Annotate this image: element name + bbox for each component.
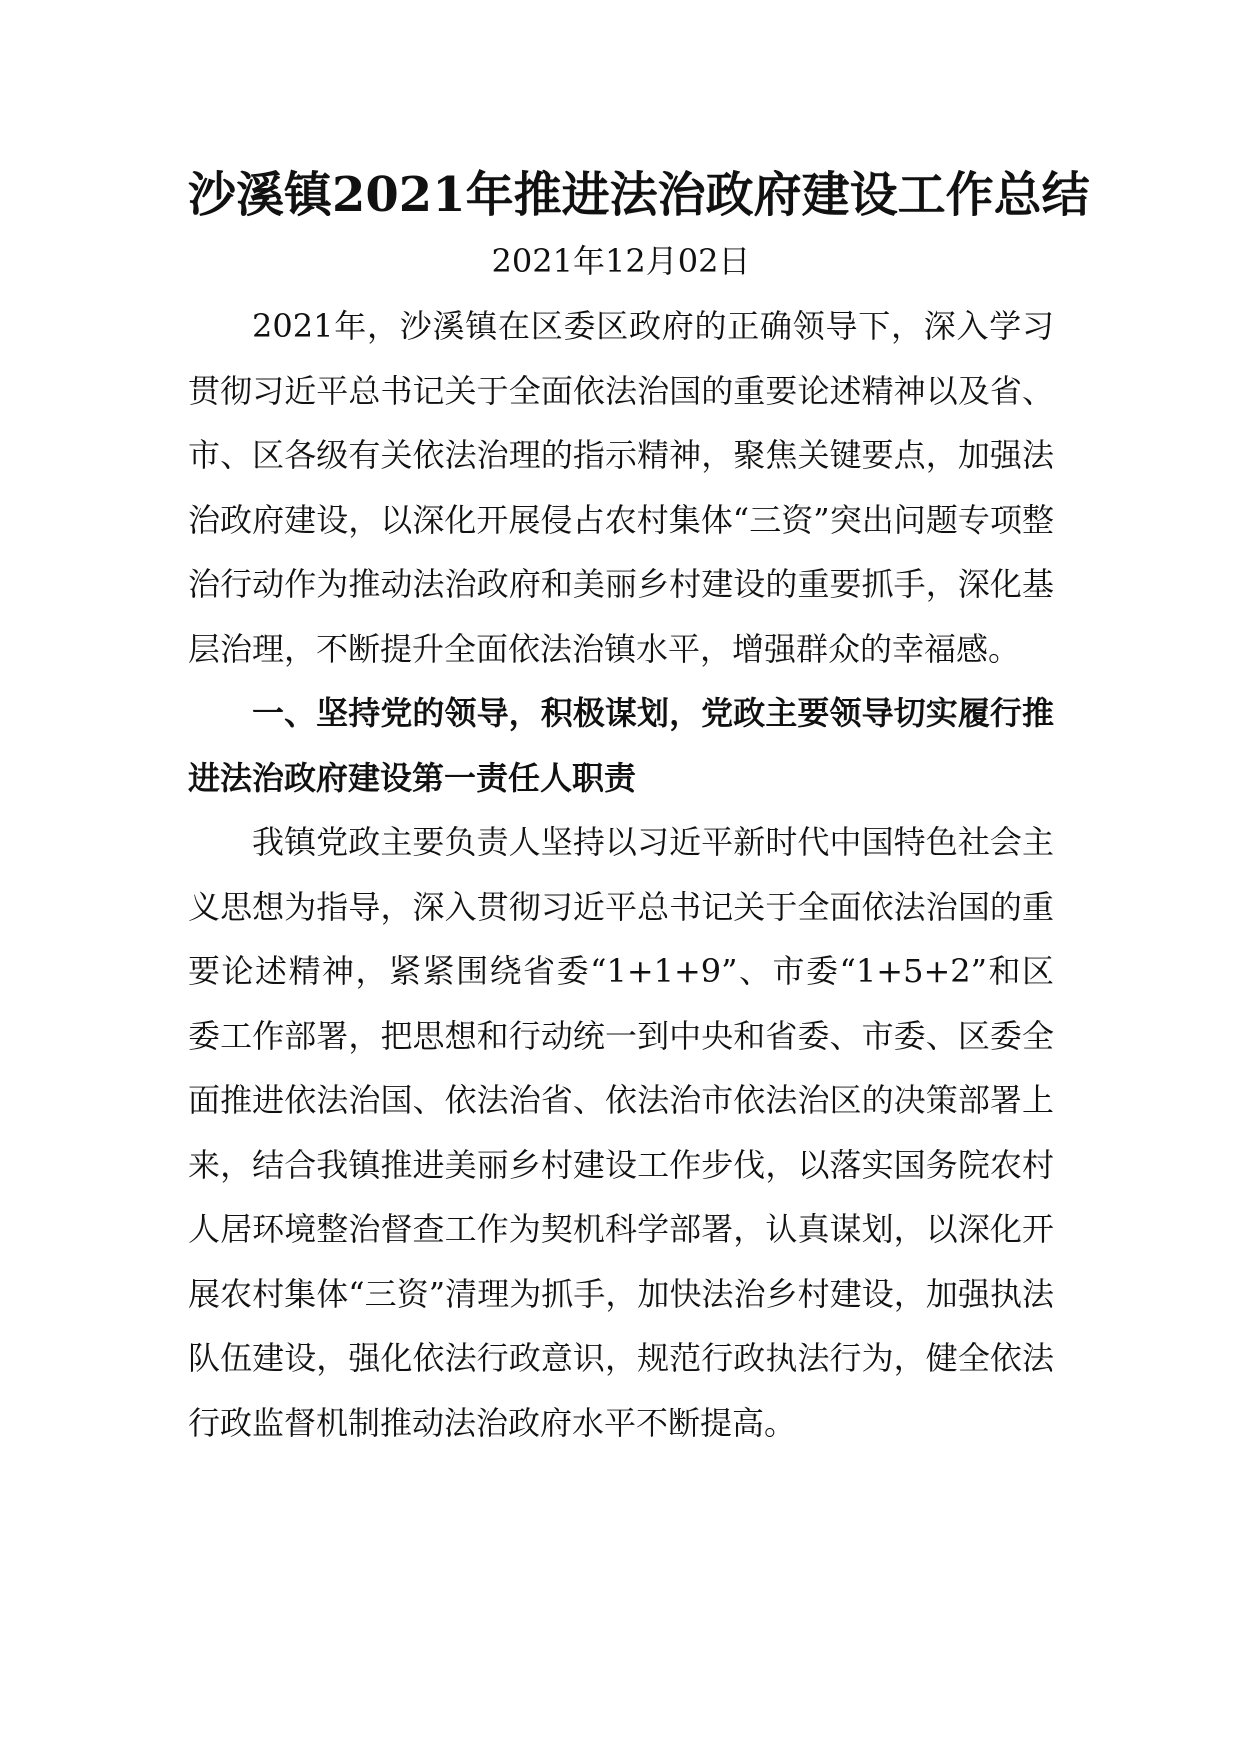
document-title: 沙溪镇2021年推进法治政府建设工作总结	[188, 167, 1090, 223]
section-body-paragraph: 我镇党政主要负责人坚持以习近平新时代中国特色社会主义思想为指导，深入贯彻习近平总书记关于全面依法治国的重要论述精神，紧紧围绕省委“1+1+9”、市委“1+5+2”和区委工作部署，把思想和行动统一到中央和省委、市委、区委全面推进依法治国、依法治省、依法治市依法治区的决策部署上来，结合我镇推进美丽乡村建设工作步伐，以落实国务院农村人居环境整治督查工作为契机科学部署，认真谋划，以深化开展农村集体“三资”清理为抓手，加快法治乡村建设，加强执法队伍建设，强化依法行政意识，规范行政执法行为，健全依法行政监督机制推动法治政府水平不断提高。	[188, 823, 1054, 1442]
intro-paragraph: 2021年，沙溪镇在区委区政府的正确领导下，深入学习贯彻习近平总书记关于全面依法治国的重要论述精神以及省、市、区各级有关依法治理的指示精神，聚焦关键要点，加强法治政府建设，以深化开展侵占农村集体“三资”突出问题专项整治行动作为推动法治政府和美丽乡村建设的重要抓手，深化基层治理，不断提升全面依法治镇水平，增强群众的幸福感。	[188, 307, 1054, 668]
document-page	[188, 160, 1090, 1455]
section-heading: 一、坚持党的领导，积极谋划，党政主要领导切实履行推进法治政府建设第一责任人职责	[188, 694, 1054, 797]
document-date: 2021年12月02日	[491, 242, 751, 280]
